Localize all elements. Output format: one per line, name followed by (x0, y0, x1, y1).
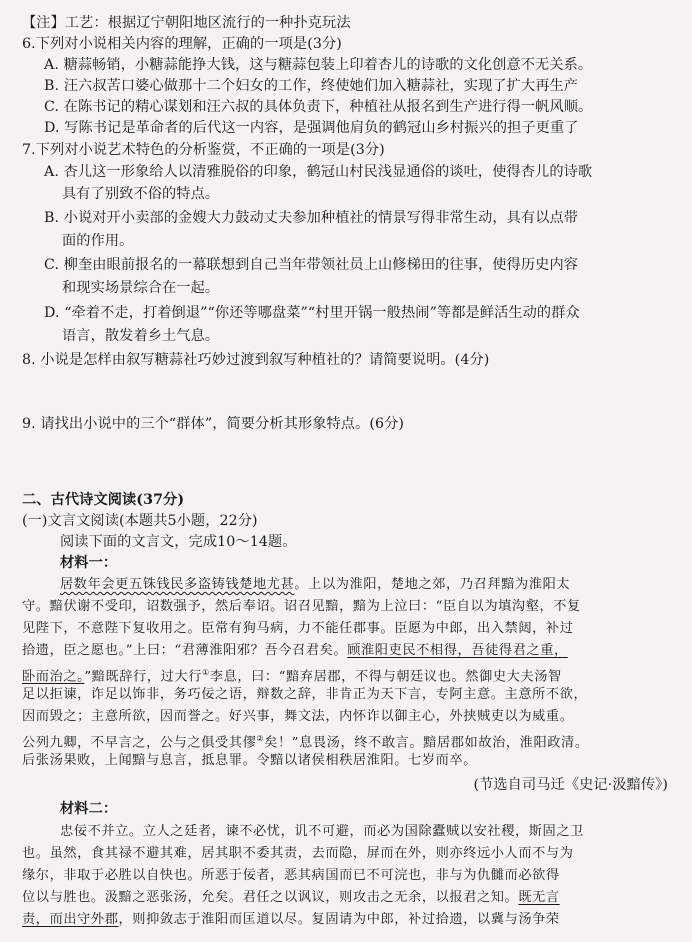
q9: 9. 请找出小说中的三个“群体”，简要分析其形象特点。(6分) (22, 416, 405, 432)
text-segment: ”黯既辞行，过大行 (84, 669, 202, 685)
q7-option-c-line2: 和现实场景综合在一起。 (62, 280, 220, 296)
wavy-underlined-phrase: 居数年会更五铢钱民多盗铸钱楚地尤甚 (60, 577, 295, 592)
q6-option-b: B. 汪六叔苦口婆心做那十二个妇女的工作，终使她们加入糖蒜社，实现了扩大再生产 (44, 78, 579, 94)
q7-option-b-line1: B. 小说对开小卖部的金嫂大力鼓动丈夫参加种植社的情景写得非常生动，具有以点带 (44, 210, 579, 226)
material-1-line-9: 后张汤果败，上闻黯与息言，抵息罪。令黯以诸侯相秩居淮阳。七岁而卒。 (22, 753, 477, 768)
material-1-line-7: 因而毁之；主意所欲，因而誉之。好兴事，舞文法，内怀诈以御主心，外挟贼吏以为威重。 (22, 709, 574, 724)
underlined-sentence-end: 责，而出守外郡 (22, 912, 119, 927)
text-segment: 拾遗，臣之愿也。”上曰：“君薄淮阳邪？吾今召君矣。 (22, 643, 348, 658)
text-segment: 。上以为淮阳，楚地之郊，乃召拜黯为淮阳太 (294, 577, 571, 592)
material-1-line-2: 守。黯伏谢不受印，诏数强予，然后奉诏。诏召见黯，黯为上泣曰：“臣自以为填沟壑，不复 (22, 599, 581, 614)
material-1-line-6: 足以拒谏，诈足以饰非，务巧佞之语，辩数之辞，非肯正为天下言，专阿主意。主意所不欲， (22, 687, 588, 702)
underlined-sentence-end: 卧而治之。 (22, 669, 85, 685)
q7-option-c-line1: C. 柳奎由眼前报名的一幕联想到自己当年带领社员上山修梯田的往事，使得历史内容 (44, 257, 579, 273)
subsection-heading: (一)文言文阅读(本题共5小题，22分) (22, 513, 258, 529)
text-segment: 李息，曰：“黯弃居郡，不得与朝廷议也。然御史大夫汤智 (209, 669, 562, 685)
text-segment: 矣！”息畏汤，终不敢言。黯居郡如故治，淮阳政清。 (264, 735, 589, 751)
text-segment: ，则抑敛志于淮阳而匡道以尽。复固请为中郎，补过拾遗，以冀与汤争荣 (118, 912, 560, 927)
footnote-mark-1: ① (202, 668, 210, 677)
material-2-line-2: 也。虽然，食其禄不避其难，居其职不委其责，去而隐，屏而在外，则亦终远小人而不与为 (22, 846, 574, 861)
material-1-source: (节选自司马迁《史记·汲黯传》) (473, 777, 668, 793)
material-1-line-1 (60, 575, 570, 595)
q7-option-d-line2: 语言，散发着乡土气息。 (62, 328, 220, 344)
q7-option-a-line1: A. 杏儿这一形象给人以清雅脱俗的印象，鹤冠山村民浅显通俗的谈吐，使得杏儿的诗歌 (44, 164, 593, 180)
q7-option-b-line2: 面的作用。 (62, 233, 134, 249)
material-2-title: 材料二： (60, 801, 118, 817)
material-1-line-3: 见陛下，不意陛下复收用之。臣常有狗马病，力不能任郡事。臣愿为中郎，出入禁闼，补过 (22, 621, 574, 636)
q6-option-a: A. 糖蒜畅销，小糖蒜能挣大钱，这与糖蒜包装上印着杏儿的诗歌的文化创意不无关系。 (44, 57, 593, 73)
material-1-line-8 (22, 729, 589, 753)
note-line: 【注】工艺：根据辽宁朝阳地区流行的一种扑克玩法 (22, 15, 351, 31)
material-1-line-4 (22, 641, 568, 661)
q7-option-a-line2: 具有了别致不俗的特点。 (62, 186, 220, 202)
reading-instruction: 阅读下面的文言文，完成10～14题。 (60, 534, 297, 550)
q6-option-d: D. 写陈书记是革命者的后代这一内容，是强调他肩负的鹤冠山乡村振兴的担子更重了 (44, 120, 579, 136)
material-2-line-1: 忠佞不并立。立人之廷者，谏不必忧，讥不可避，而必为国除蠹贼以安社稷，斯固之卫 (60, 824, 584, 839)
section-heading-classical: 二、古代诗文阅读(37分) (22, 492, 185, 508)
q7-stem: 7.下列对小说艺术特色的分析鉴赏，不正确的一项是(3分) (22, 142, 385, 158)
q7-option-d-line1: D. “牵着不走，打着倒退”“你还等哪盘菜”“村里开锅一般热闹”等都是鲜活生动的群众 (44, 305, 580, 321)
footnote-mark-2: ② (256, 734, 265, 743)
q6-option-c: C. 在陈书记的精心谋划和汪六叔的具体负责下，种植社从报名到生产进行得一帆风顺。 (44, 99, 593, 115)
material-1-title: 材料一： (60, 555, 118, 571)
text-segment: 公列九卿，不早言之，公与之俱受其僇 (22, 735, 257, 751)
q8: 8. 小说是怎样由叙写糖蒜社巧妙过渡到叙写种植社的？请简要说明。(4分) (22, 352, 490, 368)
material-1-line-5 (22, 663, 562, 687)
material-2-line-3: 缘尔，非取于必胜以自快也。所恶于佞者，恶其病国而已不可浣也，非与为仇雠而必欲得 (22, 868, 560, 883)
underlined-sentence: 顾淮阳吏民不相得，吾徒得君之重， (347, 643, 568, 658)
q6-stem: 6.下列对小说相关内容的理解，正确的一项是(3分) (22, 36, 342, 52)
material-2-line-4 (22, 888, 560, 908)
text-segment: 位以与胜也。汲黯之恶张汤，允矣。君任之以讽议，则攻击之无余，以报君之知。 (22, 890, 519, 905)
underlined-sentence: 既无言 (518, 890, 560, 905)
material-2-line-5 (22, 910, 560, 930)
